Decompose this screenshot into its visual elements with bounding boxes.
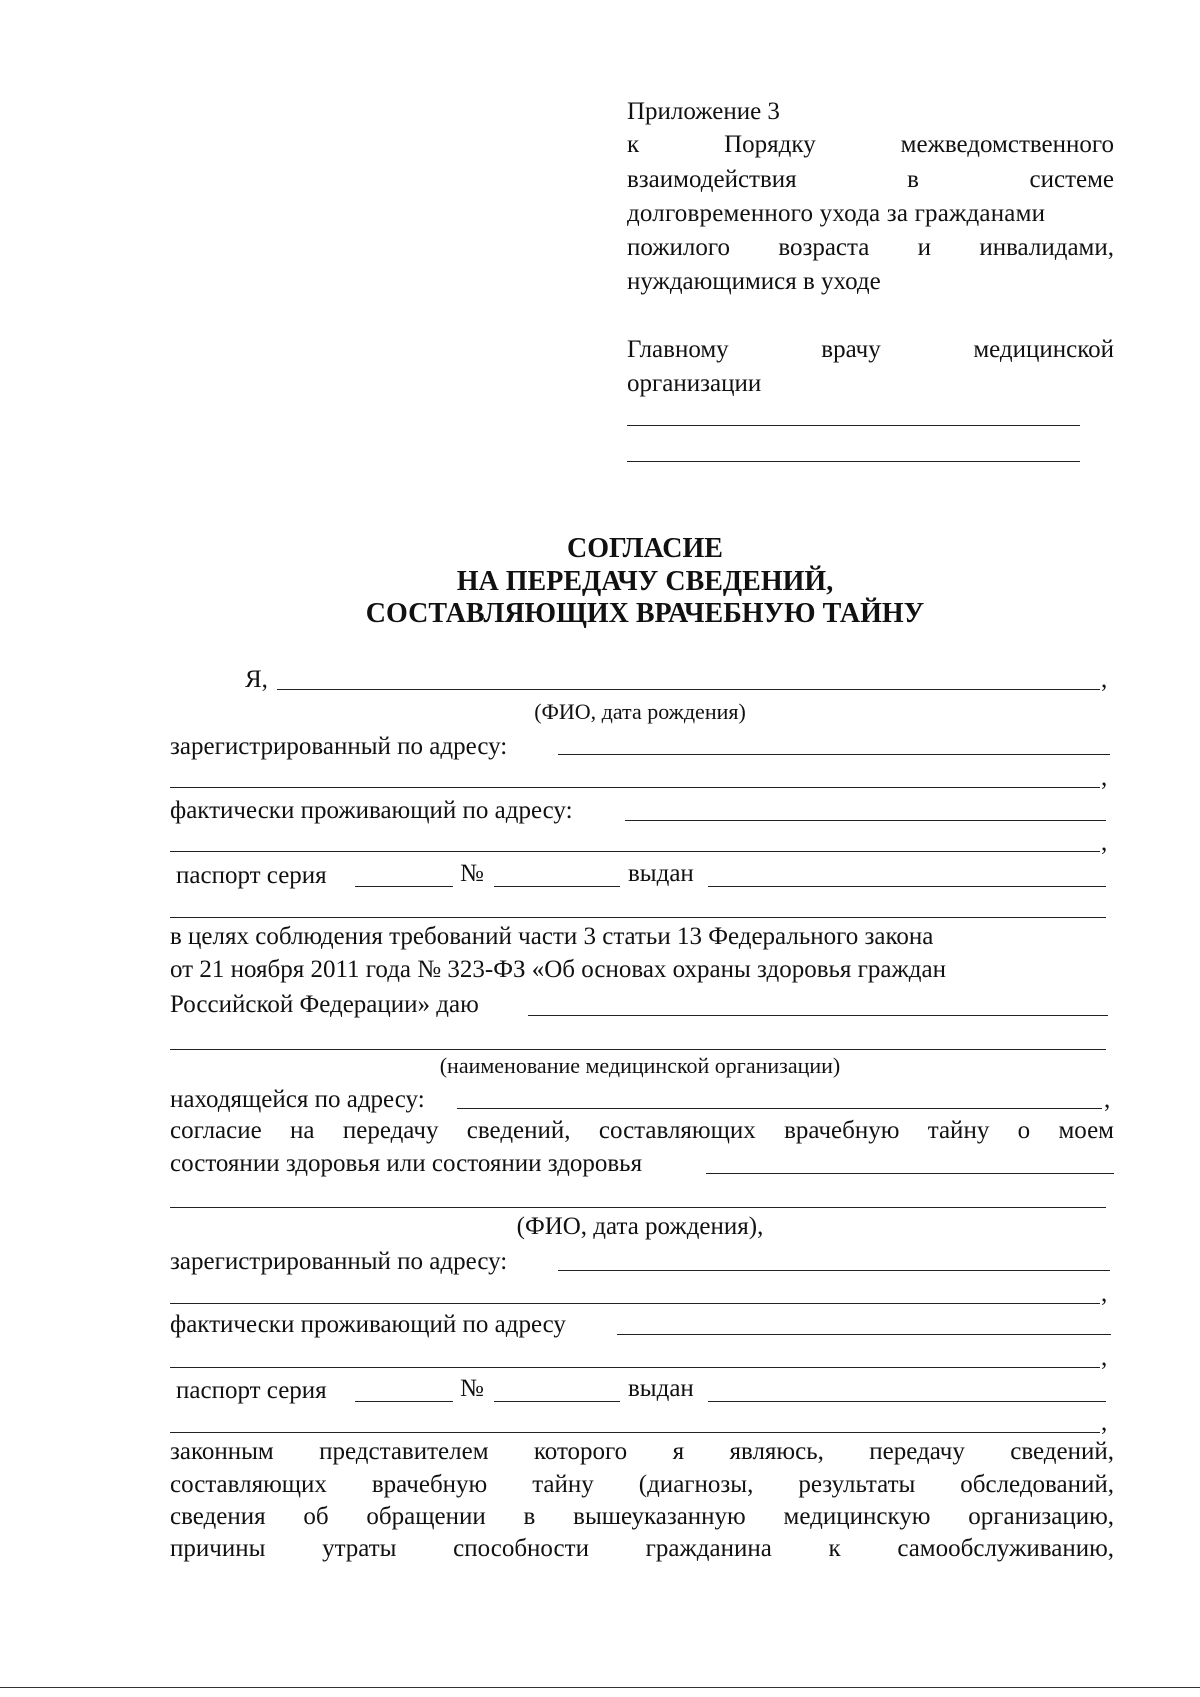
word: пожилого — [627, 234, 731, 261]
appendix-line-5: нуждающимися в уходе — [627, 268, 881, 295]
passport-series-field-2[interactable] — [355, 1401, 453, 1402]
word: медицинскую — [783, 1503, 931, 1530]
word: согласие — [170, 1117, 262, 1144]
issued-label-2: выдан — [628, 1375, 694, 1402]
fio-field[interactable] — [277, 689, 1100, 690]
title-line-1: СОГЛАСИЕ — [567, 533, 723, 564]
word: тайну — [927, 1117, 990, 1144]
purpose-line-3: Российской Федерации» даю — [170, 991, 479, 1018]
consent-line-2: состоянии здоровья или состоянии здоровья — [170, 1150, 643, 1177]
word: и — [917, 234, 932, 261]
fio-caption-2: (ФИО, дата рождения), — [516, 1213, 764, 1240]
word: моем — [1058, 1117, 1114, 1144]
word: я — [672, 1438, 685, 1465]
word: сведений, — [1010, 1438, 1114, 1465]
appendix-line-3: долговременного ухода за гражданами — [627, 200, 1046, 227]
word: передачу — [342, 1117, 439, 1144]
word: Главному — [627, 336, 729, 363]
number-sign-2: № — [460, 1375, 484, 1402]
word: причины — [170, 1535, 266, 1562]
registered-address-field-2[interactable] — [170, 787, 1100, 788]
word: врачебную — [371, 1471, 488, 1498]
comma: , — [1101, 829, 1108, 856]
passport-issued-field-4[interactable] — [170, 1432, 1100, 1433]
word: обследований, — [960, 1471, 1114, 1498]
registered-address-field-3[interactable] — [558, 1270, 1110, 1271]
word: результаты — [798, 1471, 916, 1498]
page-bottom-edge — [0, 1687, 1200, 1688]
passport-issued-field-2[interactable] — [170, 917, 1106, 918]
passport-issued-field-3[interactable] — [708, 1401, 1106, 1402]
word: представителем — [319, 1438, 489, 1465]
word: обращении — [366, 1503, 486, 1530]
appendix-line-4 — [627, 234, 1114, 262]
actual-label: фактически проживающий по адресу: — [170, 797, 573, 824]
comma: , — [1101, 764, 1108, 791]
actual-address-field[interactable] — [625, 820, 1106, 821]
addressee-line-1 — [627, 336, 1114, 364]
word: врачебную — [784, 1117, 900, 1144]
comma: , — [1101, 1409, 1108, 1436]
word: возраста — [778, 234, 870, 261]
word: которого — [533, 1438, 628, 1465]
passport-series-label-2: паспорт серия — [176, 1377, 327, 1404]
word: межведомственного — [900, 131, 1114, 158]
actual-label-2: фактически проживающий по адресу — [170, 1311, 566, 1338]
located-label: находящейся по адресу: — [170, 1086, 425, 1113]
registered-address-field[interactable] — [558, 754, 1110, 755]
word: вышеуказанную — [573, 1503, 746, 1530]
word: способности — [453, 1535, 589, 1562]
comma: , — [1101, 1344, 1108, 1371]
word: на — [290, 1117, 315, 1144]
legal-line-1 — [170, 1438, 1114, 1466]
subject-fio-field[interactable] — [706, 1173, 1114, 1174]
registered-address-field-4[interactable] — [170, 1303, 1100, 1304]
passport-series-label: паспорт серия — [176, 862, 327, 889]
title-line-2: НА ПЕРЕДАЧУ СВЕДЕНИЙ, — [456, 566, 834, 597]
purpose-line-2: от 21 ноября 2011 года № 323-ФЗ «Об основах охраны здоровья граждан — [170, 956, 946, 983]
word: являюсь, — [729, 1438, 824, 1465]
actual-address-field-2[interactable] — [170, 851, 1100, 852]
word: системе — [1029, 166, 1114, 193]
fio-caption: (ФИО, дата рождения) — [534, 699, 746, 724]
passport-number-field[interactable] — [494, 886, 620, 887]
word: тайну — [532, 1471, 594, 1498]
actual-address-field-3[interactable] — [617, 1334, 1111, 1335]
issued-label: выдан — [628, 860, 694, 887]
addressee-line-2: организации — [627, 370, 762, 397]
actual-address-field-4[interactable] — [170, 1367, 1100, 1368]
subject-fio-field-2[interactable] — [170, 1207, 1106, 1208]
passport-series-field[interactable] — [355, 886, 453, 887]
word: утраты — [322, 1535, 397, 1562]
word: законным — [170, 1438, 274, 1465]
legal-line-2 — [170, 1471, 1114, 1499]
consent-line-1 — [170, 1117, 1114, 1145]
word: медицинской — [973, 336, 1114, 363]
located-address-field[interactable] — [457, 1108, 1102, 1109]
word: к — [828, 1535, 841, 1562]
medical-org-field-2[interactable] — [170, 1049, 1106, 1050]
comma: , — [1101, 666, 1108, 693]
passport-number-field-2[interactable] — [494, 1401, 620, 1402]
word: о — [1017, 1117, 1031, 1144]
comma: , — [1104, 1086, 1111, 1113]
addressee-blank-2[interactable] — [627, 461, 1080, 462]
word: составляющих — [170, 1471, 327, 1498]
word: инвалидами, — [979, 234, 1114, 261]
appendix-label: Приложение 3 — [627, 98, 780, 125]
word: сведений, — [466, 1117, 571, 1144]
registered-label: зарегистрированный по адресу: — [170, 733, 508, 760]
word: самообслуживанию, — [897, 1535, 1114, 1562]
medical-org-field[interactable] — [528, 1015, 1108, 1016]
word: об — [303, 1503, 329, 1530]
registered-label-2: зарегистрированный по адресу: — [170, 1248, 508, 1275]
title-line-3: СОСТАВЛЯЮЩИХ ВРАЧЕБНУЮ ТАЙНУ — [365, 598, 925, 629]
appendix-line-1 — [627, 131, 1114, 159]
word: в — [907, 166, 919, 193]
legal-line-3 — [170, 1503, 1114, 1531]
word: в — [523, 1503, 536, 1530]
addressee-blank-1[interactable] — [627, 425, 1080, 426]
word: врачу — [821, 336, 881, 363]
passport-issued-field[interactable] — [708, 886, 1106, 887]
word: передачу — [869, 1438, 965, 1465]
word: Порядку — [724, 131, 816, 158]
appendix-line-2 — [627, 166, 1114, 194]
i-label: Я, — [245, 666, 268, 693]
org-caption: (наименование медицинской организации) — [439, 1053, 841, 1078]
word: сведения — [170, 1503, 266, 1530]
word: (диагнозы, — [638, 1471, 754, 1498]
purpose-line-1: в целях соблюдения требований части 3 статьи 13 Федерального закона — [170, 923, 934, 950]
comma: , — [1101, 1280, 1108, 1307]
word: составляющих — [598, 1117, 756, 1144]
word: организацию, — [968, 1503, 1114, 1530]
number-sign: № — [460, 860, 484, 887]
word: взаимодействия — [627, 166, 797, 193]
word: к — [627, 131, 640, 158]
legal-line-4 — [170, 1535, 1114, 1563]
word: гражданина — [645, 1535, 772, 1562]
